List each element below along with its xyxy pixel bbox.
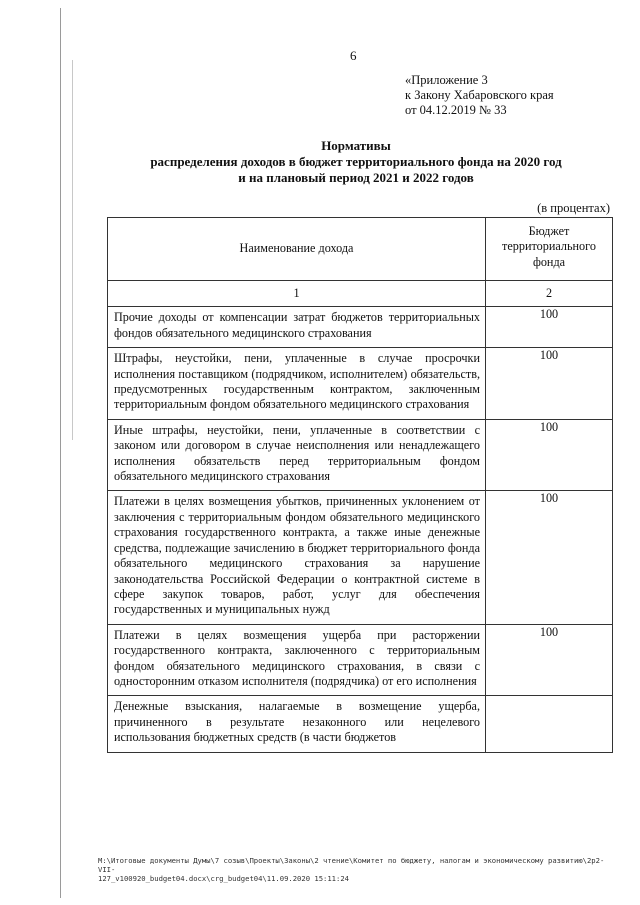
document-title [100,138,612,186]
income-name-cell: Платежи в целях возмещения ущерба при расторжении государственного контракта, заключенного с территориальным фондом обязательного медицинского страхования, в связи с односторонним отказом исполнителя (подрядчика) от его исполнения [108,624,486,696]
table-row [108,419,613,491]
income-name-cell: Денежные взыскания, налагаемые в возмещение ущерба, причиненного в результате незаконного или нецелевого использования бюджетных средств (в части бюджетов [108,696,486,752]
norm-value-cell: 100 [486,348,613,420]
table-row [108,696,613,752]
title-line-1: Нормативы [321,138,391,153]
norm-value-cell: 100 [486,419,613,491]
footer-line-1: M:\Итоговые документы Думы\7 созыв\Проекты\Законы\2 чтение\Комитет по бюджету, налогам и экономическому развитию\2р2-VII- [98,856,605,874]
header-fund-budget: Бюджет территориального фонда [486,218,613,281]
appendix-line-1: «Приложение 3 [405,73,488,87]
column-number-2: 2 [486,281,613,307]
income-name-cell: Штрафы, неустойки, пени, уплаченные в случае просрочки исполнения поставщиком (подрядчиком, исполнителем) обязательств, предусмотренных государственным контрактом, заключенным территориальным фондом обязательного медицинского страхования [108,348,486,420]
income-name-cell: Иные штрафы, неустойки, пени, уплаченные в соответствии с законом или договором в случае неисполнения или ненадлежащего исполнения обязательств перед территориальным фондом обязательного медицинского страхования [108,419,486,491]
income-name-cell: Платежи в целях возмещения убытков, причиненных уклонением от заключения с территориальным фондом обязательного медицинского страхования государственного контракта, а также иные денежные средства, подлежащие зачислению в бюджет территориального фонда обязательного медицинского страхования за нарушение законодательства Российской Федерации о контрактной системе в сфере закупок товаров, работ, услуг для обеспечения государственных и муниципальных нужд [108,491,486,624]
header-income-name: Наименование дохода [108,218,486,281]
norm-value-cell: 100 [486,307,613,348]
column-number-1: 1 [108,281,486,307]
scan-edge-line-faint [72,60,73,440]
appendix-line-2: к Закону Хабаровского края [405,88,554,102]
table-header-row [108,218,613,281]
norm-value-cell: 100 [486,491,613,624]
norm-value-cell: 100 [486,624,613,696]
income-name-cell: Прочие доходы от компенсации затрат бюджетов территориальных фондов обязательного медицинского страхования [108,307,486,348]
title-line-3: и на плановый период 2021 и 2022 годов [238,170,474,185]
file-path-footer [98,856,618,883]
table-row [108,307,613,348]
table-row [108,348,613,420]
table-row [108,491,613,624]
column-number-row [108,281,613,307]
footer-line-2: 127_v100920_budget04.docx\crg_budget04\11.09.2020 15:11:24 [98,874,349,883]
table-row [108,624,613,696]
units-note: (в процентах) [537,201,610,215]
income-norms-table [107,217,613,753]
scan-edge-line [60,8,61,898]
appendix-reference [405,73,554,118]
appendix-line-3: от 04.12.2019 № 33 [405,103,507,117]
title-line-2: распределения доходов в бюджет территориального фонда на 2020 год [150,154,562,169]
page-number: 6 [350,48,357,63]
norm-value-cell [486,696,613,752]
